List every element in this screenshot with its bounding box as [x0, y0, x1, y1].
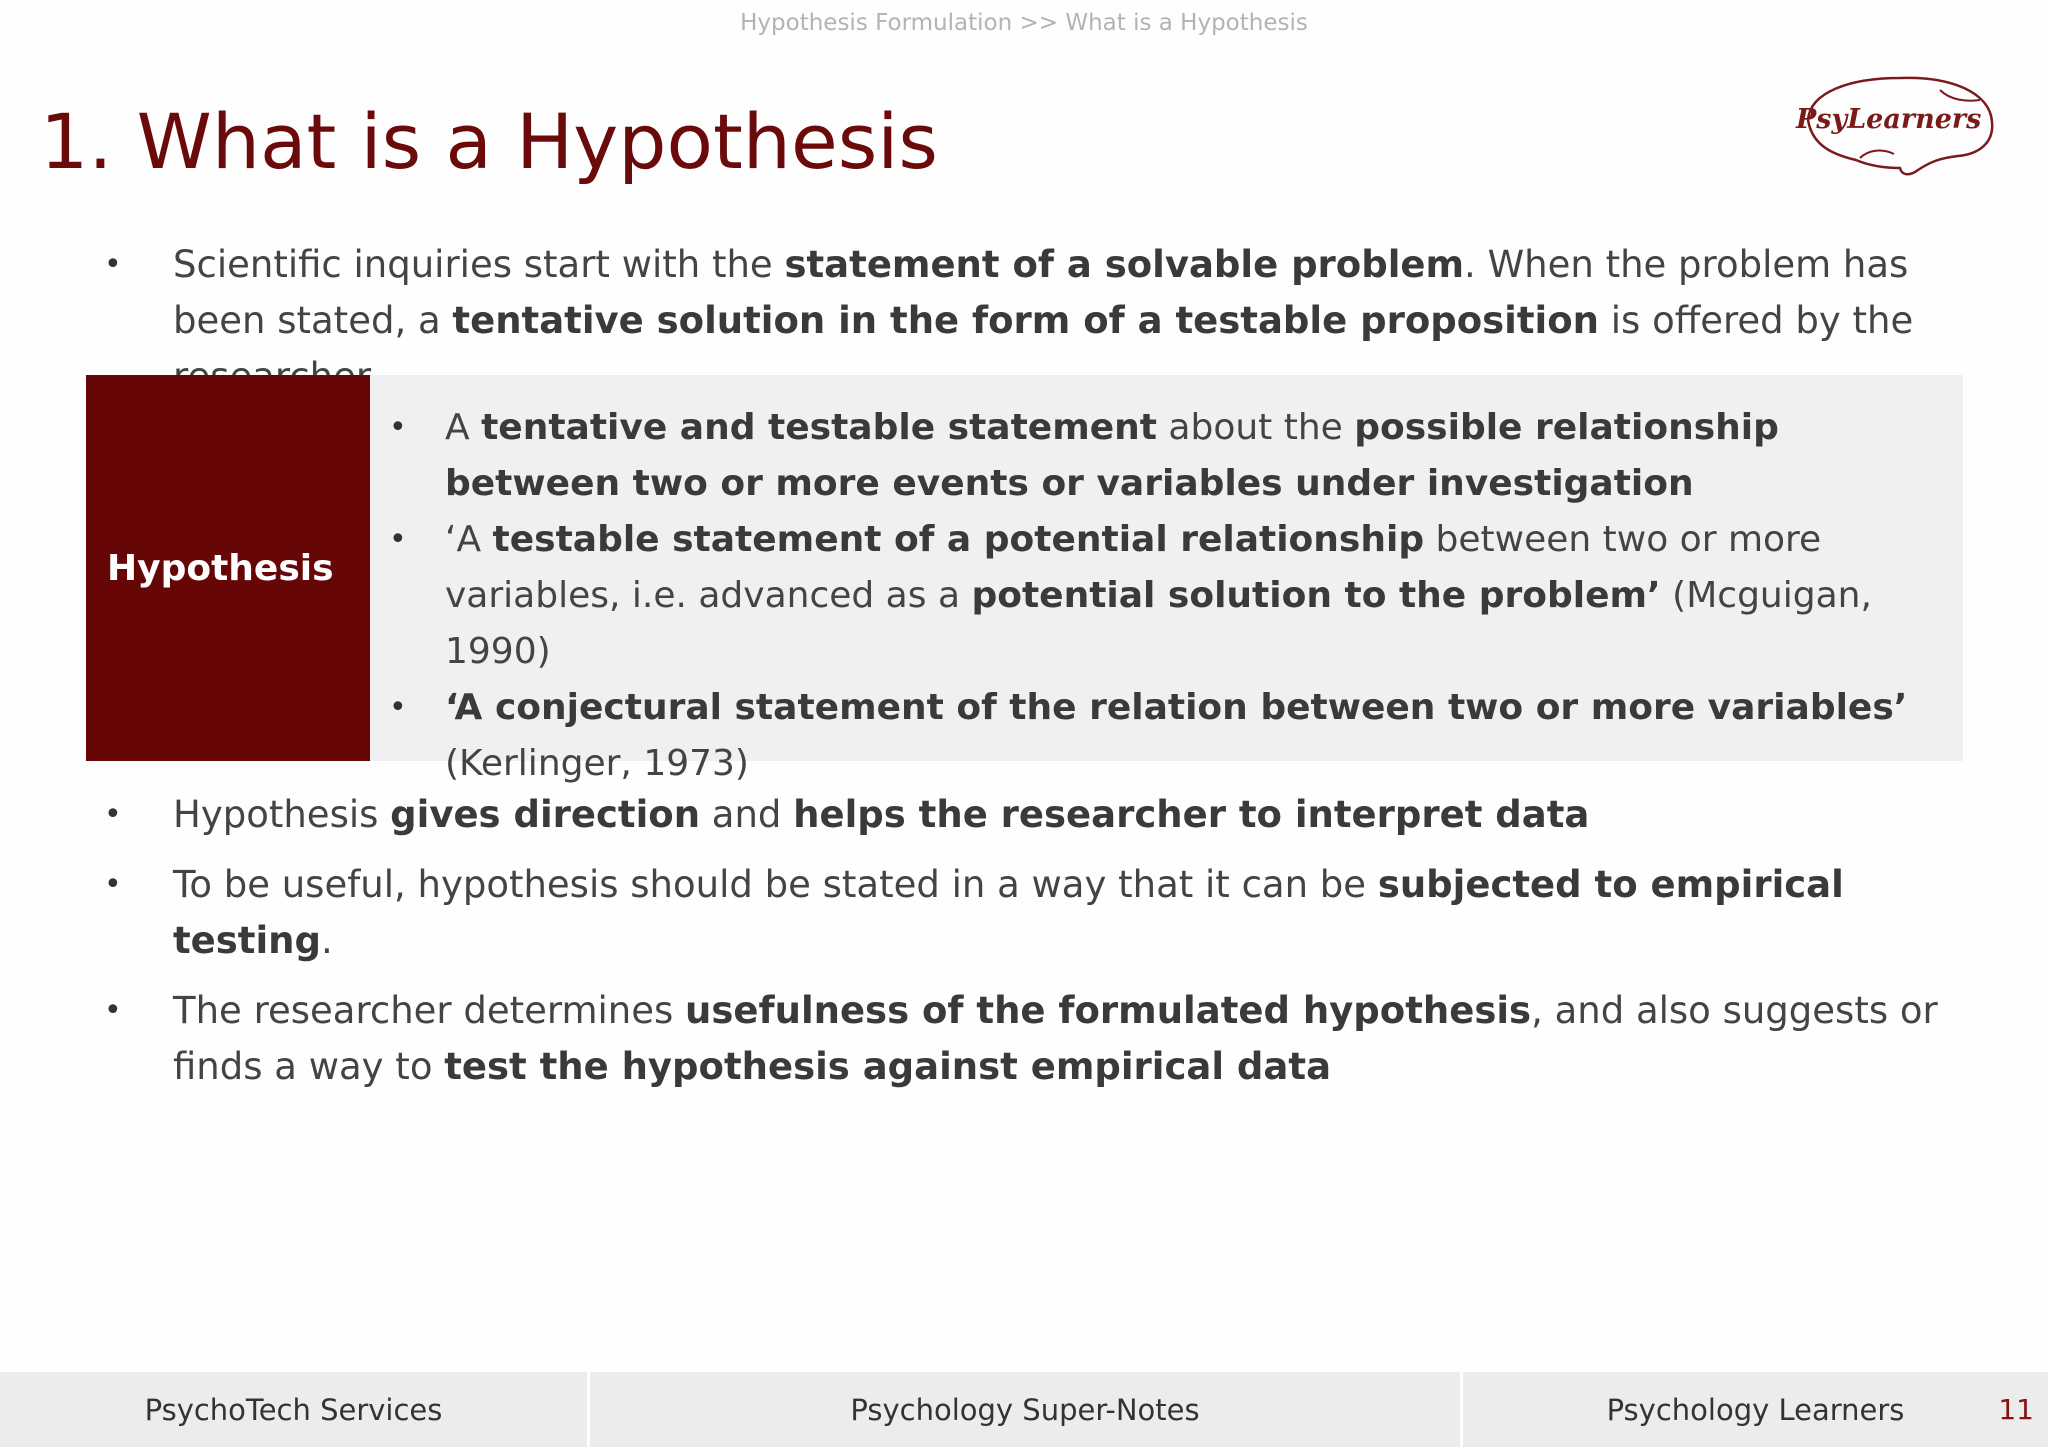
points-list [0, 787, 2048, 1109]
footer [0, 1372, 2048, 1449]
bold-text: tentative solution in the form of a testable proposition [452, 299, 1599, 342]
bold-text: subjected to empirical testing [173, 863, 1844, 962]
text-run: ‘A [445, 519, 493, 560]
text-run: . When the problem has been stated, a [173, 243, 1909, 342]
bold-text: gives direction [390, 793, 701, 836]
bold-text: testable statement of a potential relationship [492, 519, 1425, 560]
text-run: To be useful, hypothesis should be stated in a way that it can be [173, 863, 1378, 906]
text-run: is offered by the [1610, 299, 1914, 342]
footer-center-text: Psychology Super-Notes [850, 1392, 1200, 1427]
bullet-icon: • [104, 247, 122, 282]
definition-bullet [282, 400, 1963, 512]
bullet-icon: • [389, 410, 407, 445]
text-run: and [700, 793, 794, 836]
text-run: A [445, 407, 482, 448]
bold-text: potential solution to the problem’ [971, 575, 1661, 616]
text-run: Hypothesis [173, 793, 391, 836]
bullet-icon: • [389, 522, 407, 557]
bold-text: ‘A [445, 687, 495, 728]
text-run: between two or more variables, i.e. advanced as a [445, 519, 1822, 616]
breadcrumb: Hypothesis Formulation >> What is a Hypothesis [740, 10, 1308, 36]
point-bullet [0, 857, 2048, 969]
bold-text: test the hypothesis against empirical data [444, 1045, 1332, 1088]
bold-text: helps the researcher to interpret data [793, 793, 1590, 836]
text-run: about the [1156, 407, 1355, 448]
page-title: 1. What is a Hypothesis [40, 97, 939, 186]
text-run: (Mcguigan, 1990) [445, 575, 1872, 672]
text-run: . [321, 919, 333, 962]
bold-text: usefulness of the formulated hypothesis [685, 989, 1532, 1032]
bold-text: possible relationship between two or more events or variables under investigation [445, 407, 1779, 504]
bullet-icon: • [104, 993, 122, 1028]
page-number: 11 [1998, 1393, 2034, 1426]
footer-right [1463, 1372, 2048, 1447]
bold-text: statement of a solvable problem [784, 243, 1465, 286]
footer-left [0, 1372, 587, 1447]
psylearners-logo [1790, 70, 2000, 182]
text-run: , and also suggests or finds a way to [173, 989, 1938, 1088]
footer-center [590, 1372, 1460, 1447]
footer-left-text: PsychoTech Services [144, 1392, 443, 1427]
bold-text: tentative and testable statement [481, 407, 1157, 448]
bullet-icon: • [104, 797, 122, 832]
point-bullet [0, 983, 2048, 1095]
definition-label: Hypothesis [107, 547, 334, 589]
point-bullet [0, 787, 2048, 843]
definition-bullet [282, 512, 1963, 680]
bold-text: conjectural statement of the relation between two or more variables’ [494, 687, 1908, 728]
definition-bullet [282, 680, 1963, 792]
text-run: Scientific inquiries start with the [173, 243, 785, 286]
text-run: The researcher determines [173, 989, 686, 1032]
bullet-icon: • [389, 690, 407, 725]
bullet-icon: • [104, 867, 122, 902]
definition-list [370, 400, 1963, 792]
logo-text: PsyLearners [1796, 104, 1982, 135]
footer-right-text: Psychology Learners [1606, 1392, 1905, 1427]
definition-box [86, 375, 1963, 784]
text-run: (Kerlinger, 1973) [445, 743, 749, 784]
